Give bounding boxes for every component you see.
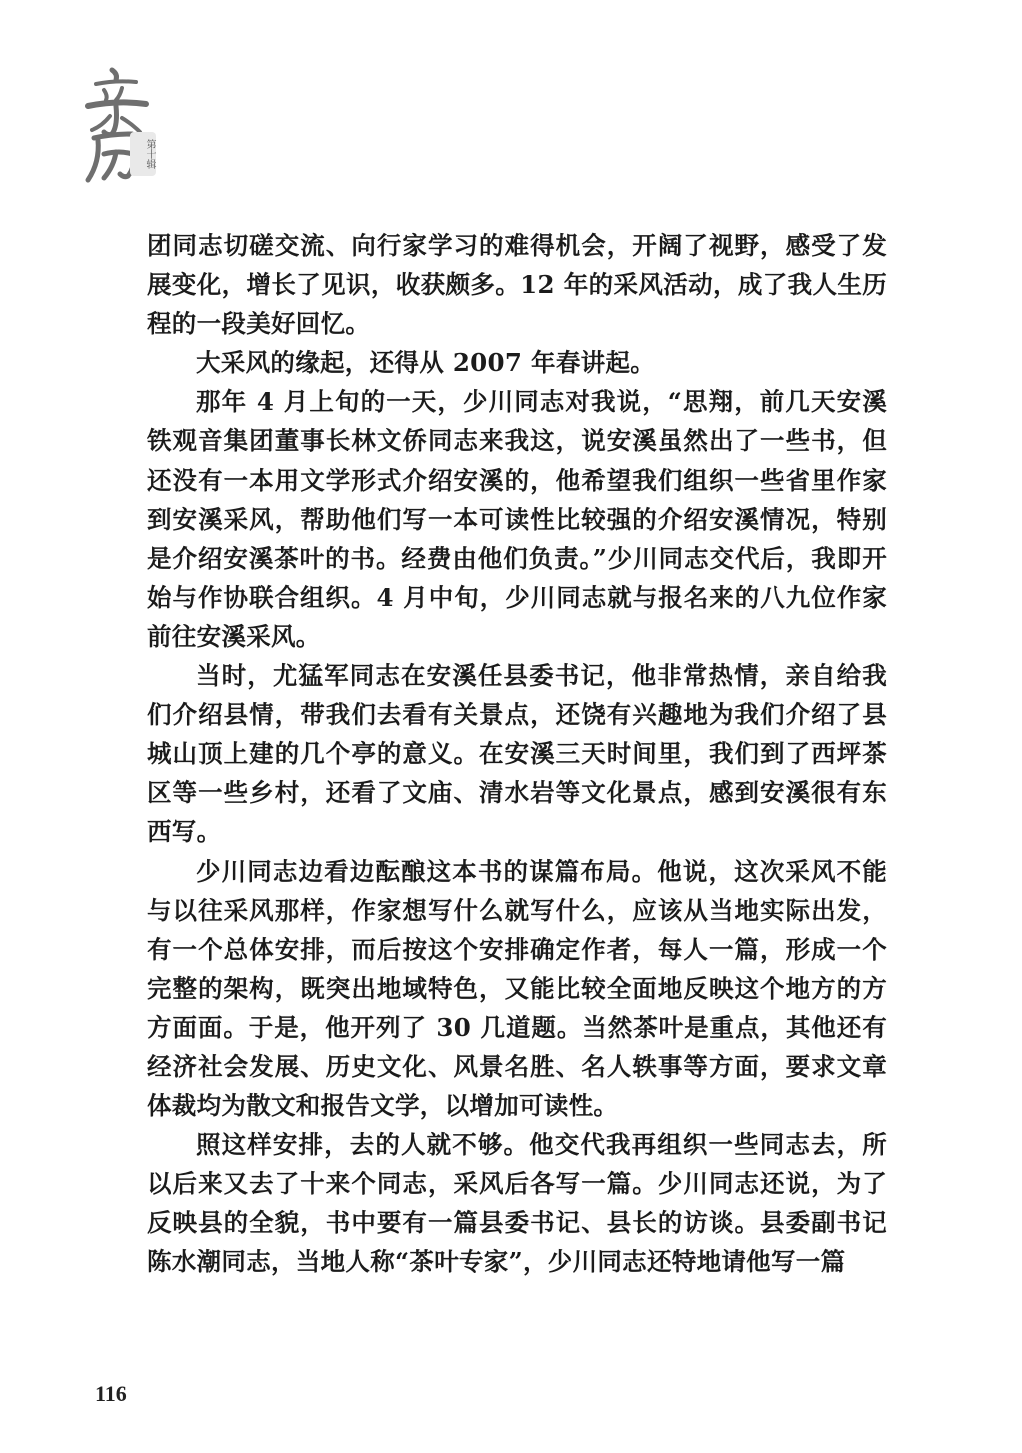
page-number: 116 bbox=[95, 1381, 127, 1406]
paragraph-5: 少川同志边看边酝酿这本书的谋篇布局。他说，这次采风不能与以往采风那样，作家想写什么就写什么，应该从当地实际出发，有一个总体安排，而后按这个安排确定作者，每人一篇，形成一个完整的架构，既突出地域特色，又能比较全面地反映这个地方的方方面面。于是，他开列了 30 几道题。当然茶叶是重点，其他还有经济社会发展、历史文化、风景名胜、名人轶事等方面，要求文章体裁均为散文和报告文学，以增加可读性。 bbox=[147, 856, 887, 1121]
book-logo bbox=[82, 60, 192, 190]
paragraph-6: 照这样安排，去的人就不够。他交代我再组织一些同志去，所以后来又去了十来个同志，采风后各写一篇。少川同志还说，为了反映县的全貌，书中要有一篇县委书记、县长的访谈。县委副书记陈水潮同志，当地人称“茶叶专家”，少川同志还特地请他写一篇 bbox=[147, 1130, 887, 1277]
paragraph-1: 团同志切磋交流、向行家学习的难得机会，开阔了视野，感受了发展变化，增长了见识，收获颇多。12 年的采风活动，成了我人生历程的一段美好回忆。 bbox=[147, 231, 887, 339]
paragraph-4: 当时，尤猛军同志在安溪任县委书记，他非常热情，亲自给我们介绍县情，带我们去看有关景点，还饶有兴趣地为我们介绍了县城山顶上建的几个亭的意义。在安溪三天时间里，我们到了西坪茶区等一些乡村，还看了文庙、清水岩等文化景点，感到安溪很有东西写。 bbox=[147, 661, 887, 847]
article-body bbox=[147, 226, 887, 1282]
paragraph-2: 大采风的缘起，还得从 2007 年春讲起。 bbox=[196, 348, 656, 378]
paragraph-3: 那年 4 月上旬的一天，少川同志对我说，“思翔，前几天安溪铁观音集团董事长林文侨同志来我这，说安溪虽然出了一些书，但还没有一本用文学形式介绍安溪的，他希望我们组织一些省里作家到安溪采风，帮助他们写一本可读性比较强的介绍安溪情况，特别是介绍安溪茶叶的书。经费由他们负责。”少川同志交代后，我即开始与作协联合组织。4 月中旬，少川同志就与报名来的八九位作家前往安溪采风。 bbox=[147, 387, 887, 651]
volume-seal: 第十辑 bbox=[130, 132, 156, 176]
